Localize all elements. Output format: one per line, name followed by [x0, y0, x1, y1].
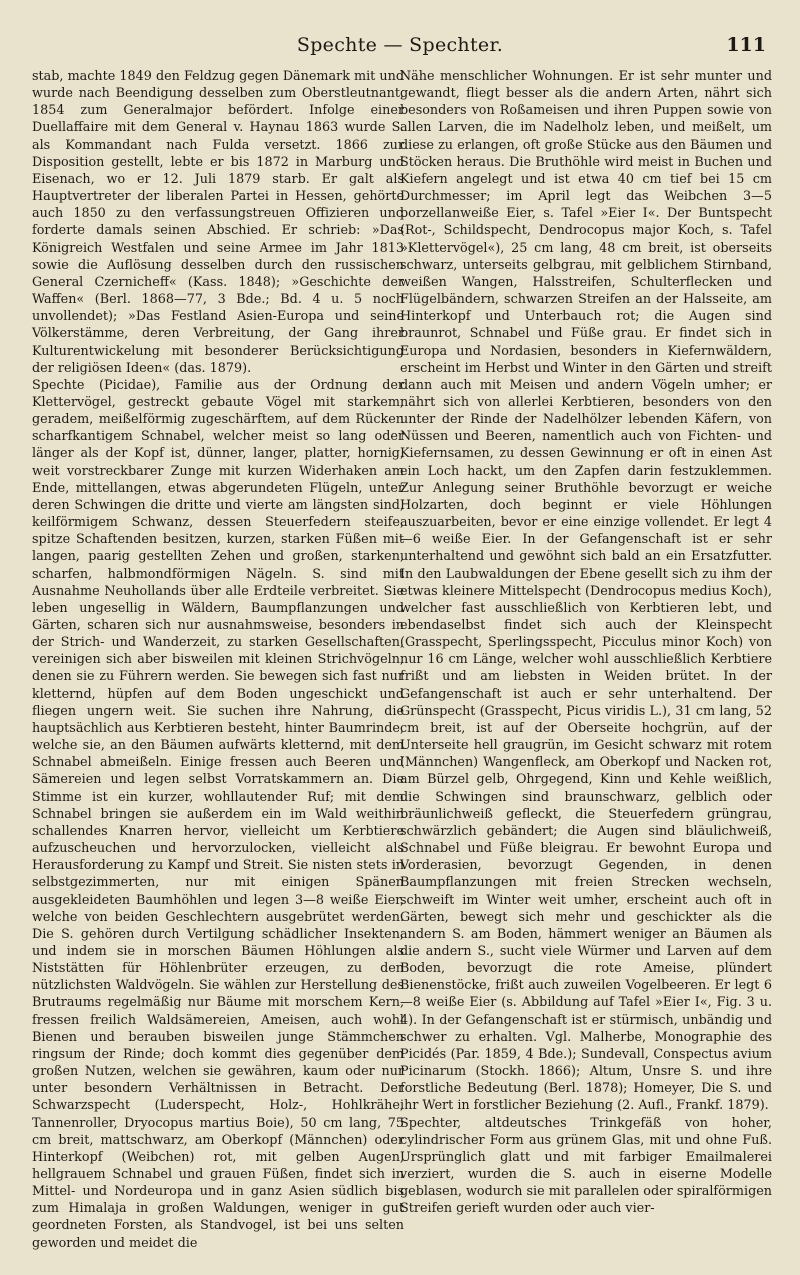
right-column — [400, 68, 772, 1217]
entry-text-continuation: stab, machte 1849 den Feldzug gegen Dänemark mit und wurde nach Beendigung desselben zum Oberstleutnant, 1854 zum Generalmajor befördert. Infolge einer Duellaffaire mit dem General v. Haynau 1863 wurde S. als Kommandant nach Fulda versetzt. 1866 zur Disposition gestellt, lebte er bis 1872 in Marburg und Eisenach, wo er 12. Juli 1879 starb. Er galt als Hauptvertreter der liberalen Partei in Hessen, gehörte auch 1850 zu den verfassungstreuen Offizieren und forderte damals seinen Abschied. Er schrieb: »Das Königreich Westfalen und seine Armee im Jahr 1813 sowie die Auflösung desselben durch den russischen General Czernicheff« (Kass. 1848); »Geschichte der Waffen« (Berl. 1868—77, 3 Bde.; Bd. 4 u. 5 noch unvollendet); »Das Festland Asien-Europa und seine Völkerstämme, deren Verbreitung, der Gang ihrer Kulturentwickelung mit besonderer Berücksichtigung der religiösen Ideen« (das. 1879). — [32, 69, 404, 376]
page-header — [0, 34, 800, 60]
entry-spechte: Spechte (Picidae), Familie aus der Ordnung der Klettervögel, gestreckt gebaute Vögel mit starkem, geradem, meißelförmig zugeschärftem, auf dem Rücken scharfkantigem Schnabel, welcher meist so lang oder länger als der Kopf ist, dünner, langer, platter, hornig, weit vorstreckbarer Zunge mit kurzen Widerhaken am Ende, mittellangen, etwas abgerundeten Flügeln, unter deren Schwingen die dritte und vierte am längsten sind, keilförmigem Schwanz, dessen Steuerfedern steife, spitze Schaftenden besitzen, kurzen, starken Füßen mit langen, paarig gestellten Zehen und großen, starken, scharfen, halbmondförmigen Nägeln. S. sind mit Ausnahme Neuhollands über alle Erdteile verbreitet. Sie leben ungesellig in Wäldern, Baumpflanzungen und Gärten, scharen sich nur ausnahmsweise, besonders in der Strich- und Wanderzeit, zu starken Gesellschaften, vereinigen sich aber bisweilen mit kleinen Strichvögeln, denen sie zu Führern werden. Sie bewegen sich fast nur kletternd, hüpfen auf dem Boden ungeschickt und fliegen ungern weit. Sie suchen ihre Nahrung, die hauptsächlich aus Kerbtieren besteht, hinter Baumrinde, welche sie, an den Bäumen aufwärts kletternd, mit dem Schnabel abmeißeln. Einige fressen auch Beeren und Sämereien und legen selbst Vorratskammern an. Die Stimme ist ein kurzer, wohllautender Ruf; mit dem Schnabel bringen sie außerdem ein im Wald weithin schallendes Knarren hervor, vielleicht um Kerbtiere aufzuscheuchen und hervorzulocken, vielleicht als Herausforderung zu Kampf und Streit. Sie nisten stets in selbstgezimmerten, nur mit einigen Spänen ausgekleideten Baumhöhlen und legen 3—8 weiße Eier, welche von beiden Geschlechtern ausgebrütet werden. Die S. gehören durch Vertilgung schädlicher Insekten, und indem sie in morschen Bäumen Höhlungen als Niststätten für Höhlenbrüter erzeugen, zu den nützlichsten Waldvögeln. Sie wählen zur Herstellung des Brutraums regelmäßig nur Bäume mit morschem Kern, fressen freilich Waldsämereien, Ameisen, auch wohl Bienen und berauben bisweilen junge Stämmchen ringsum der Rinde; doch kommt dies gegenüber dem großen Nutzen, welchen sie gewähren, kaum oder nur unter besondern Verhältnissen in Betracht. Der Schwarzspecht (Luderspecht, Holz-, Hohlkrähe, Tannenroller, Dryocopus martius Boie), 50 cm lang, 75 cm breit, mattschwarz, am Oberkopf (Männchen) oder Hinterkopf (Weibchen) rot, mit gelben Augen, hellgrauem Schnabel und grauen Füßen, findet sich in Mittel- und Nordeuropa und in ganz Asien südlich bis zum Himalaja in großen Waldungen, weniger in gut geordneten Forsten, als Standvogel, ist bei uns selten geworden und meidet die — [32, 377, 404, 1251]
left-column — [32, 68, 404, 1252]
entry-spechter: Spechter, altdeutsches Trinkgefäß von hoher, cylindrischer Form aus grünem Glas, mit und ohne Fuß. Ursprünglich glatt und mit farbiger Emailmalerei verziert, wurden die S. auch in eiserne Modelle geblasen, wodurch sie mit parallelen oder spiralförmigen Streifen gerieft wurden oder auch vier- — [400, 1115, 772, 1217]
running-head: Spechte — Spechter. — [296, 34, 504, 56]
entry-spechte-continuation: Nähe menschlicher Wohnungen. Er ist sehr munter und gewandt, fliegt besser als die andern Arten, nährt sich besonders von Roßameisen und ihren Puppen sowie von allen Larven, die im Nadelholz leben, und meißelt, um diese zu erlangen, oft große Stücke aus den Bäumen und Stöcken heraus. Die Bruthöhle wird meist in Buchen und Kiefern angelegt und ist etwa 40 cm tief bei 15 cm Durchmesser; im April legt das Weibchen 3—5 porzellanweiße Eier, s. Tafel »Eier I«. Der Buntspecht (Rot-, Schildspecht, Dendrocopus major Koch, s. Tafel »Klettervögel«), 25 cm lang, 48 cm breit, ist oberseits schwarz, unterseits gelbgrau, mit gelblichem Stirnband, weißen Wangen, Halsstreifen, Schulterflecken und Flügelbändern, schwarzen Streifen an der Halsseite, am Hinterkopf und Unterbauch rot; die Augen sind braunrot, Schnabel und Füße grau. Er findet sich in Europa und Nordasien, besonders in Kiefernwäldern, erscheint im Herbst und Winter in den Gärten und streift dann auch mit Meisen und andern Vögeln umher; er nährt sich von allerlei Kerbtieren, besonders von den unter der Rinde der Nadelhölzer lebenden Käfern, von Nüssen und Beeren, namentlich auch von Fichten- und Kiefernsamen, zu dessen Gewinnung er oft in einen Ast ein Loch hackt, um den Zapfen darin festzuklemmen. Zur Anlegung seiner Bruthöhle bevorzugt er weiche Holzarten, doch beginnt er viele Höhlungen auszuarbeiten, bevor er eine einzige vollendet. Er legt 4—6 weiße Eier. In der Gefangenschaft ist er sehr unterhaltend und gewöhnt sich bald an ein Ersatzfutter. In den Laubwaldungen der Ebene gesellt sich zu ihm der etwas kleinere Mittelspecht (Dendrocopus medius Koch), welcher fast ausschließlich von Kerbtieren lebt, und ebendaselbst findet sich auch der Kleinspecht (Grasspecht, Sperlingsspecht, Picculus minor Koch) von nur 16 cm Länge, welcher wohl ausschließlich Kerbtiere frißt und am liebsten in Weiden brütet. In der Gefangenschaft ist auch er sehr unterhaltend. Der Grünspecht (Grasspecht, Picus viridis L.), 31 cm lang, 52 cm breit, ist auf der Oberseite hochgrün, auf der Unterseite hell graugrün, im Gesicht schwarz mit rotem (Männchen) Wangenfleck, am Oberkopf und Nacken rot, am Bürzel gelb, Ohrgegend, Kinn und Kehle weißlich, die Schwingen sind braunschwarz, gelblich oder bräunlichweiß gefleckt, die Steuerfedern grüngrau, schwärzlich gebändert; die Augen sind bläulichweiß, Schnabel und Füße bleigrau. Er bewohnt Europa und Vorderasien, bevorzugt Gegenden, in denen Baumpflanzungen mit freien Strecken wechseln, schweift im Winter weit umher, erscheint auch oft in Gärten, bewegt sich mehr und geschickter als die andern S. am Boden, hämmert weniger an Bäumen als die andern S., sucht viele Würmer und Larven auf dem Boden, bevorzugt die rote Ameise, plündert Bienenstöcke, frißt auch zuweilen Vogelbeeren. Er legt 6—8 weiße Eier (s. Abbildung auf Tafel »Eier I«, Fig. 3 u. 4). In der Gefangenschaft ist er stürmisch, unbändig und schwer zu erhalten. Vgl. Malherbe, Monographie des Picidés (Par. 1859, 4 Bde.); Sundevall, Conspectus avium Picinarum (Stockh. 1866); Altum, Unsre S. und ihre forstliche Bedeutung (Berl. 1878); Homeyer, Die S. und ihr Wert in forstlicher Beziehung (2. Aufl., Frankf. 1879). — [400, 69, 772, 1114]
page-number: 111 — [726, 34, 766, 56]
